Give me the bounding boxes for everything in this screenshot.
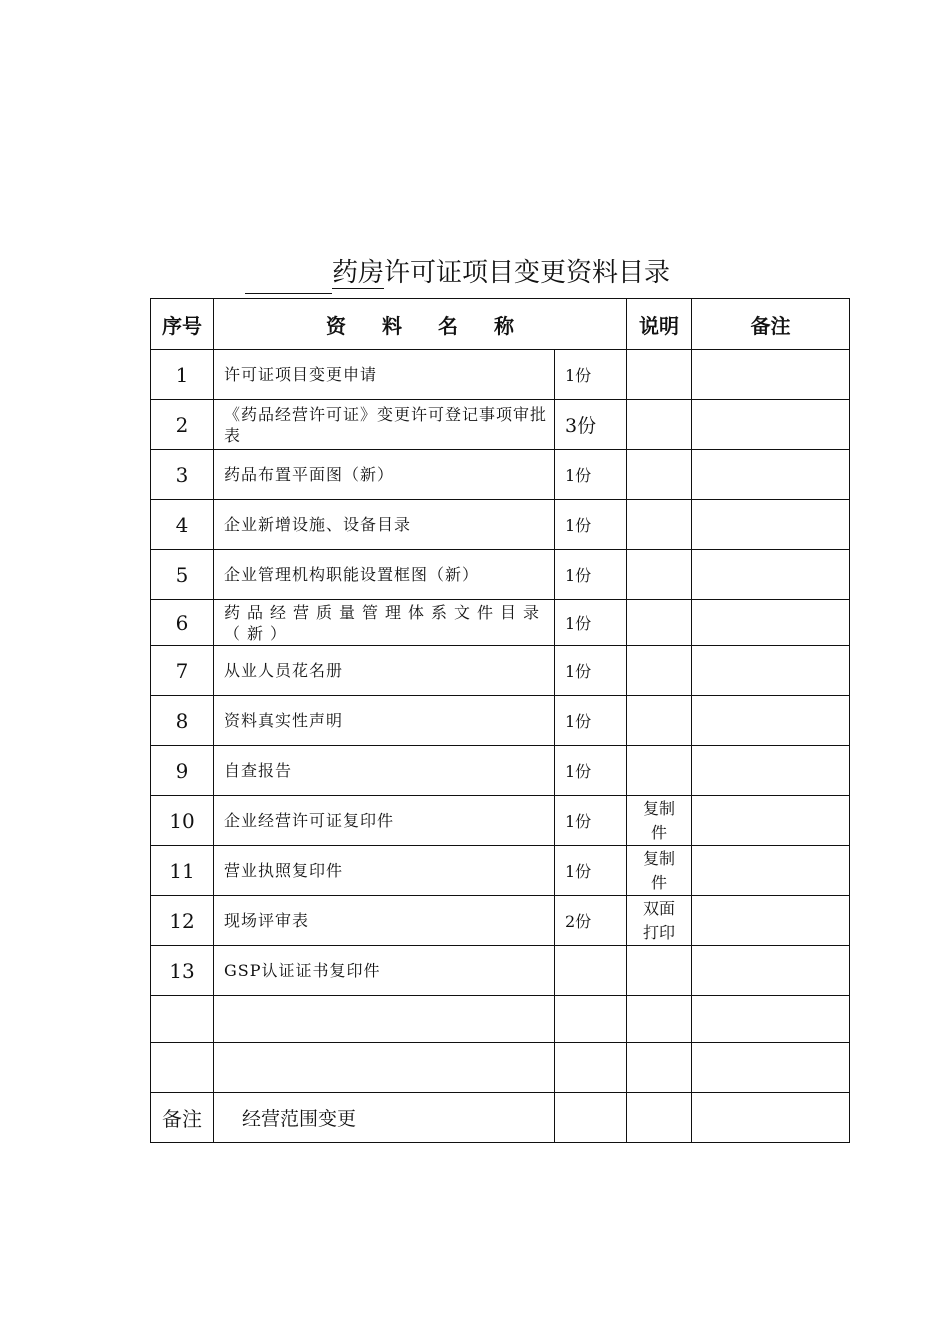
row-name: 许可证项目变更申请 xyxy=(214,350,555,400)
table-row xyxy=(151,846,850,896)
row-remark xyxy=(692,746,850,796)
row-count: 1份 xyxy=(555,350,627,400)
row-count: 1份 xyxy=(555,696,627,746)
row-name: 药品布置平面图（新） xyxy=(214,450,555,500)
table-row xyxy=(151,896,850,946)
row-seq: 4 xyxy=(151,500,214,550)
row-count: 1份 xyxy=(555,646,627,696)
row-note xyxy=(627,350,692,400)
row-count xyxy=(555,946,627,996)
row-note xyxy=(627,646,692,696)
header-remark: 备注 xyxy=(692,299,850,350)
table-row xyxy=(151,696,850,746)
row-seq: 1 xyxy=(151,350,214,400)
table-row xyxy=(151,646,850,696)
row-seq: 13 xyxy=(151,946,214,996)
row-name: 资料真实性声明 xyxy=(214,696,555,746)
row-remark xyxy=(692,550,850,600)
table-row xyxy=(151,946,850,996)
row-name: 《药品经营许可证》变更许可登记事项审批表 xyxy=(214,400,555,450)
row-seq: 8 xyxy=(151,696,214,746)
row-remark xyxy=(692,450,850,500)
row-count: 1份 xyxy=(555,796,627,846)
row-remark xyxy=(692,946,850,996)
row-count: 1份 xyxy=(555,500,627,550)
row-remark xyxy=(692,696,850,746)
table-row xyxy=(151,400,850,450)
header-name: 资料名称 xyxy=(214,299,627,350)
row-seq: 2 xyxy=(151,400,214,450)
footer-label: 备注 xyxy=(151,1093,214,1143)
footer-text: 经营范围变更 xyxy=(214,1093,555,1143)
document-title xyxy=(245,253,725,293)
row-count: 2份 xyxy=(555,896,627,946)
row-name: 企业经营许可证复印件 xyxy=(214,796,555,846)
header-note: 说明 xyxy=(627,299,692,350)
row-count: 3份 xyxy=(555,400,627,450)
row-seq: 11 xyxy=(151,846,214,896)
row-remark xyxy=(692,846,850,896)
row-seq: 9 xyxy=(151,746,214,796)
row-remark xyxy=(692,896,850,946)
table-row xyxy=(151,450,850,500)
row-seq: 5 xyxy=(151,550,214,600)
row-seq: 6 xyxy=(151,600,214,646)
table-row xyxy=(151,746,850,796)
row-note xyxy=(627,400,692,450)
row-name: 企业管理机构职能设置框图（新） xyxy=(214,550,555,600)
row-note xyxy=(627,500,692,550)
row-seq: 7 xyxy=(151,646,214,696)
row-count: 1份 xyxy=(555,600,627,646)
row-seq: 3 xyxy=(151,450,214,500)
table-row-empty xyxy=(151,996,850,1043)
title-text: 许可证项目变更资料目录 xyxy=(384,258,671,288)
row-count: 1份 xyxy=(555,846,627,896)
table-footer-row xyxy=(151,1093,850,1143)
row-name: 营业执照复印件 xyxy=(214,846,555,896)
row-note xyxy=(627,600,692,646)
table-row xyxy=(151,796,850,846)
row-remark xyxy=(692,646,850,696)
row-note xyxy=(627,946,692,996)
row-remark xyxy=(692,350,850,400)
table-row-empty xyxy=(151,1043,850,1093)
table-row xyxy=(151,550,850,600)
table-row xyxy=(151,350,850,400)
row-name: 现场评审表 xyxy=(214,896,555,946)
title-blank-line xyxy=(245,263,332,294)
row-note: 复制件 xyxy=(627,846,692,896)
row-note: 双面打印 xyxy=(627,896,692,946)
row-seq: 12 xyxy=(151,896,214,946)
row-name: 从业人员花名册 xyxy=(214,646,555,696)
table-header xyxy=(151,299,850,350)
row-note xyxy=(627,450,692,500)
row-remark xyxy=(692,796,850,846)
row-note xyxy=(627,550,692,600)
row-remark xyxy=(692,400,850,450)
row-note: 复制件 xyxy=(627,796,692,846)
row-remark xyxy=(692,500,850,550)
row-name: 企业新增设施、设备目录 xyxy=(214,500,555,550)
row-name: 药品经营质量管理体系文件目录（新） xyxy=(214,600,555,646)
table-row xyxy=(151,500,850,550)
row-name: 自查报告 xyxy=(214,746,555,796)
row-count: 1份 xyxy=(555,550,627,600)
materials-table xyxy=(150,298,850,1143)
row-count: 1份 xyxy=(555,746,627,796)
row-remark xyxy=(692,600,850,646)
row-note xyxy=(627,746,692,796)
title-underlined: 药房 xyxy=(332,258,385,288)
header-seq: 序号 xyxy=(151,299,214,350)
row-name: GSP认证证书复印件 xyxy=(214,946,555,996)
table-row xyxy=(151,600,850,646)
row-note xyxy=(627,696,692,746)
row-seq: 10 xyxy=(151,796,214,846)
row-count: 1份 xyxy=(555,450,627,500)
